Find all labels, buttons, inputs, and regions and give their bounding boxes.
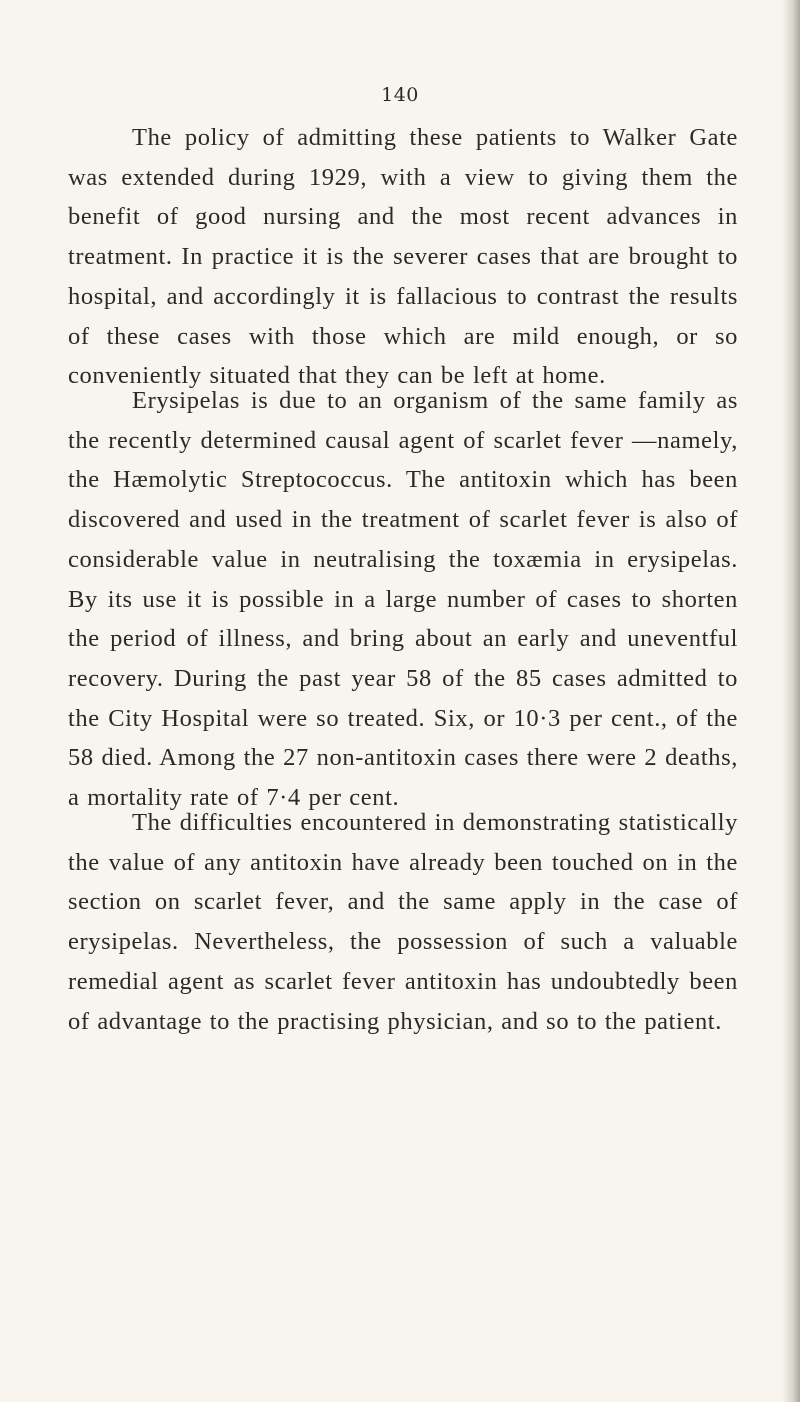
page-edge-shadow: [782, 0, 800, 1402]
paragraph-walker-gate-policy: The policy of admitting these patients to Walker Gate was extended during 1929, with a view to giving them the benefit of good nursing and the most recent advances in treatment. In practice it is the severer cases that are brought to hospital, and accordingly it is fallacious to contrast the results of these cases with those which are mild enough, or so conveniently situated that they can be left at home.: [68, 124, 738, 390]
paragraph-erysipelas-antitoxin: Erysipelas is due to an organism of the same family as the recently determined causal agent of scarlet fever —namely, the Hæmolytic Streptococcus. The antitoxin which has been discovered and used in the treatment of scarlet fever is also of considerable value in neutralising the toxæmia in erysipelas. By its use it is possible in a large number of cases to shorten the period of illness, and bring about an early and uneventful recovery. During the past year 58 of the 85 cases admitted to the City Hospital were so treated. Six, or 10·3 per cent., of the 58 died. Among the 27 non-antitoxin cases there were 2 deaths, a mortality rate of 7·4 per cent.: [68, 387, 738, 812]
paragraph-statistical-difficulties: The difficulties encountered in demonstrating statistically the value of any antitoxin have already been touched on in the section on scarlet fever, and the same apply in the case of erysipelas. Nevertheless, the possession of such a valuable remedial agent as scarlet fever antitoxin has undoubtedly been of advantage to the practising physician, and so to the patient.: [68, 809, 738, 1035]
page-number: 140: [381, 84, 419, 106]
